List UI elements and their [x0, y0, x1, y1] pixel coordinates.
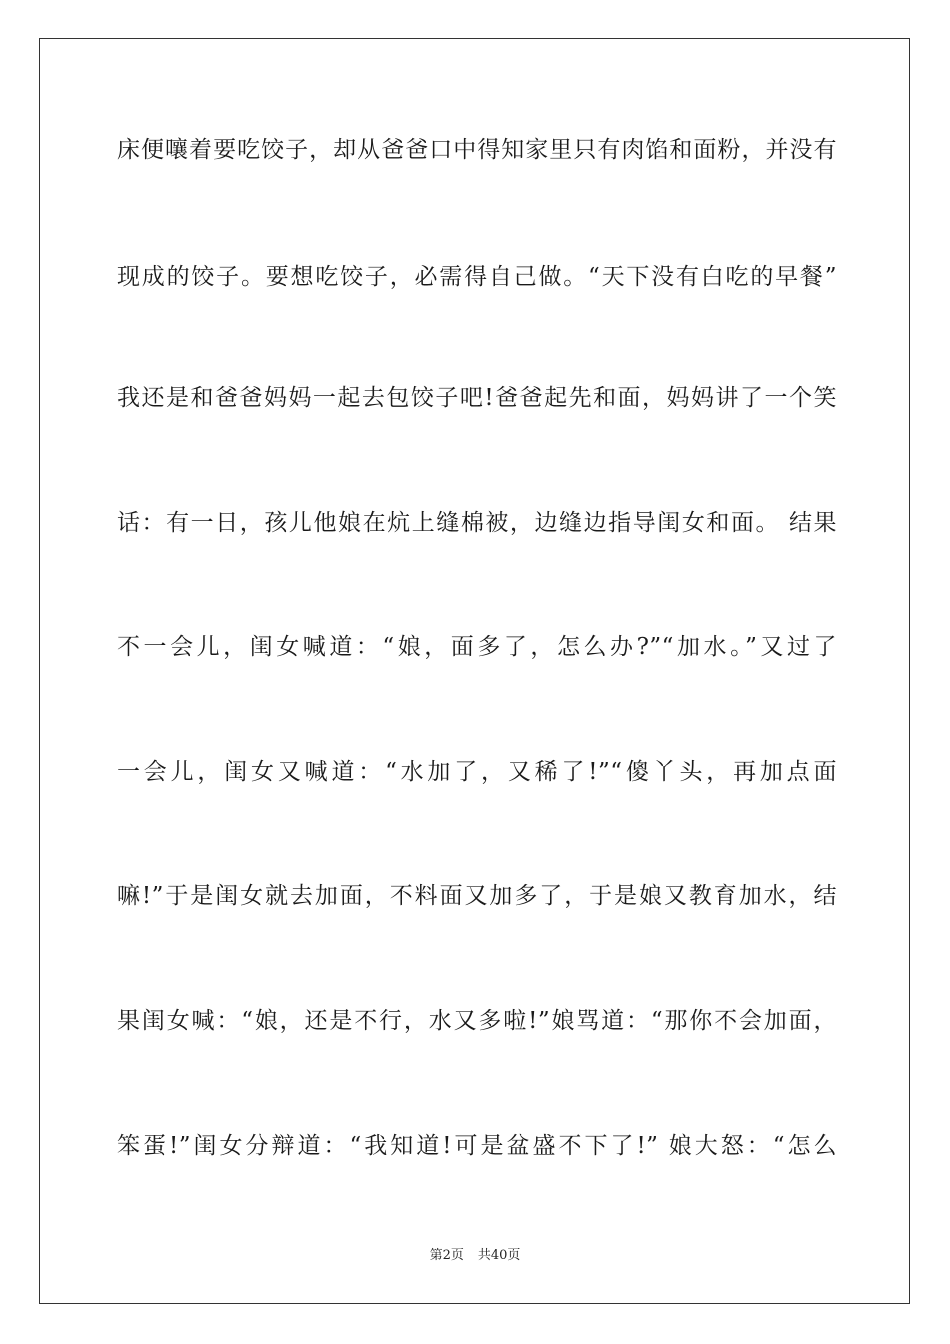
text-line: 嘛!”于是闺女就去加面，不料面又加多了，于是娘又教育加水，结: [117, 883, 837, 909]
text-line: 话：有一日，孩儿他娘在炕上缝棉被，边缝边指导闺女和面。 结果: [117, 510, 837, 536]
total-pages: 共40页: [477, 1248, 521, 1263]
text-line: 一会儿，闺女又喊道：“水加了，又稀了!”“傻丫头，再加点面: [117, 759, 837, 785]
text-line: 床便嚷着要吃饺子，却从爸爸口中得知家里只有肉馅和面粉，并没有: [117, 137, 837, 163]
page-number: 第2页: [429, 1248, 464, 1263]
text-line: 我还是和爸爸妈妈一起去包饺子吧!爸爸起先和面，妈妈讲了一个笑: [117, 385, 837, 411]
page-footer: [0, 1248, 950, 1264]
page-border: [39, 38, 910, 1304]
text-line: 现成的饺子。要想吃饺子，必需得自己做。“天下没有白吃的早餐”: [117, 264, 837, 290]
text-line: 果闺女喊：“娘，还是不行，水又多啦!”娘骂道：“那你不会加面，: [117, 1008, 837, 1034]
text-line: 不一会儿，闺女喊道：“娘，面多了，怎么办?”“加水。”又过了: [117, 634, 837, 660]
text-line: 笨蛋!”闺女分辩道：“我知道!可是盆盛不下了!” 娘大怒：“怎么: [117, 1133, 837, 1159]
